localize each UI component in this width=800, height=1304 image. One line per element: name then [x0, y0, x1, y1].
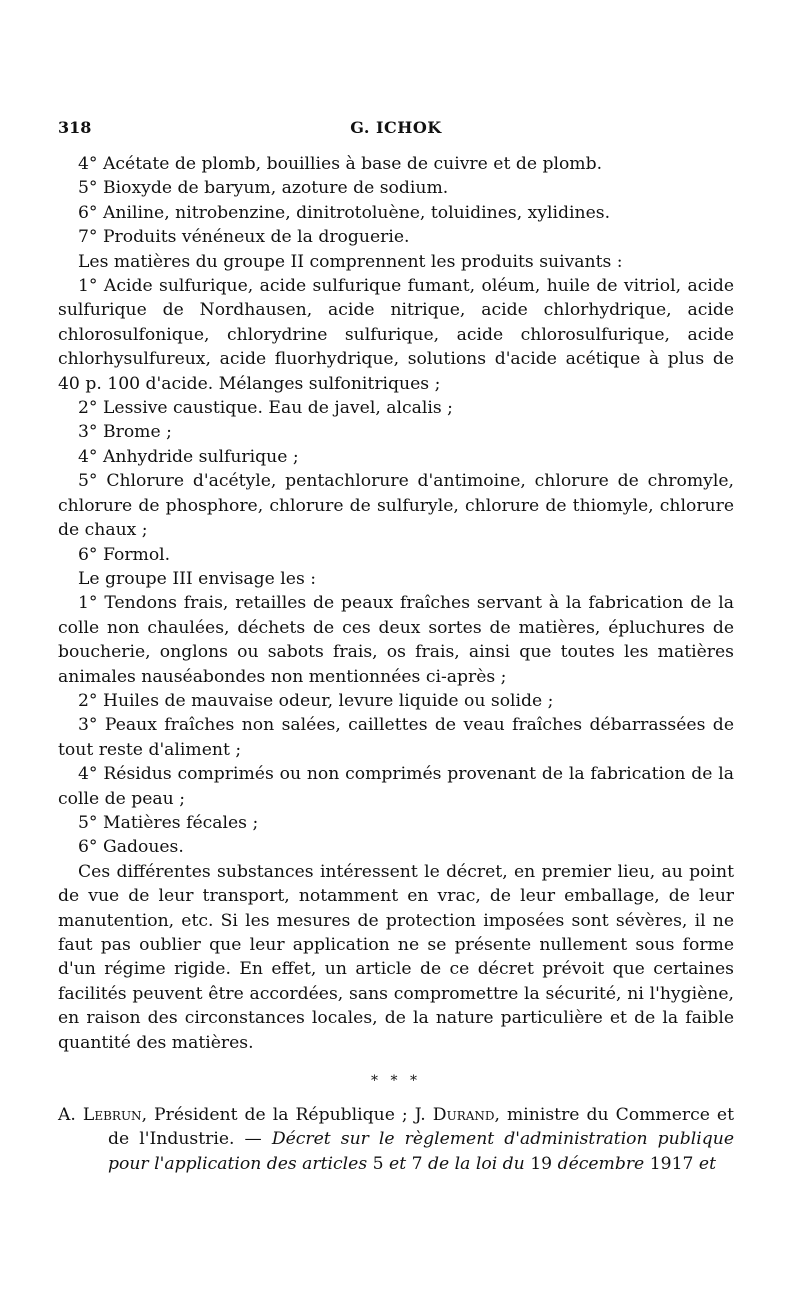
- running-title: G. ICHOK: [350, 118, 442, 137]
- author2-role: , ministre du Commerce et de l'Industrie. —: [108, 1105, 734, 1150]
- page-number: 318: [58, 118, 92, 137]
- group2-item-4: 4° Anhydride sulfurique ;: [78, 446, 299, 467]
- decree-title-part3: décembre: [557, 1153, 645, 1174]
- decree-title-et1: et: [389, 1153, 407, 1174]
- group2-intro: Les matières du groupe II comprennent les produits suivants :: [78, 251, 623, 272]
- closing-paragraph: Ces différentes substances intéressent le décret, en premier lieu, au point de vue de leur transport, notamment en vrac, de leur emballage, de leur manutention, etc. Si les mesures de protection imposées sont sévères, il ne faut pas oublier que leur application ne se présente nullement sous forme d'un régime rigide. En effet, un article de ce décret prévoit que certaines facilités peuvent être accordées, sans compromettre la sécurité, ni l'hygiène, en raison des circonstances locales, de la nature particulière et de la faible quantité des matières.: [58, 861, 734, 1053]
- author2-name: Durand: [432, 1105, 495, 1126]
- decree-title-part2: de la loi du: [428, 1153, 525, 1174]
- group1-item-4: 4° Acétate de plomb, bouillies à base de cuivre et de plomb.: [78, 154, 603, 174]
- group3-item-5: 5° Matières fécales ;: [78, 812, 259, 833]
- author1-role: , Président de la République ; J.: [141, 1105, 426, 1126]
- group3-item-6: 6° Gadoues.: [78, 837, 184, 858]
- group1-list: [58, 152, 734, 250]
- author1-name: Lebrun: [82, 1105, 142, 1126]
- group2-item-2: 2° Lessive caustique. Eau de javel, alcalis ;: [78, 398, 453, 419]
- decree-title-part1: Décret sur le règlement d'administration publique pour l'application des articles: [108, 1129, 734, 1174]
- group2-item-3: 3° Brome ;: [78, 422, 172, 443]
- group3-item-4: 4° Résidus comprimés ou non comprimés provenant de la fabrication de la colle de peau ;: [58, 764, 734, 809]
- group1-item-6: 6° Aniline, nitrobenzine, dinitrotoluène, toluidines, xylidines.: [78, 202, 611, 223]
- author1-initial: A.: [58, 1105, 76, 1126]
- group3-list: [58, 591, 734, 859]
- document-page: [58, 116, 734, 1176]
- group1-item-7: 7° Produits vénéneux de la droguerie.: [78, 227, 410, 248]
- group2-item-5: 5° Chlorure d'acétyle, pentachlorure d'antimoine, chlorure de chromyle, chlorure de phosphore, chlorure de sulfuryle, chlorure de thiomyle, chlorure de chaux ;: [58, 471, 734, 541]
- group2-item-1: 1° Acide sulfurique, acide sulfurique fumant, oléum, huile de vitriol, acide sulfurique de Nordhausen, acide nitrique, acide chlorhydrique, acide chlorosulfonique, chlorydrine sulfurique, acide chlorosulfurique, acide chlorhysulfureux, acide fluorhydrique, solutions d'acide acétique à plus de 40 p. 100 d'acide. Mélanges sulfonitriques ;: [58, 276, 734, 394]
- group3-intro: Le groupe III envisage les :: [78, 568, 317, 589]
- article-number-1: 5: [372, 1153, 384, 1174]
- article-number-2: 7: [411, 1153, 423, 1174]
- group3-item-1: 1° Tendons frais, retailles de peaux fraîches servant à la fabrication de la colle non chaulées, déchets de ces deux sortes de matières, épluchures de boucherie, onglons ou sabots frais, os frais, ainsi que toutes les matières animales nauséabondes non mentionnées ci-après ;: [58, 593, 734, 687]
- running-header: [58, 116, 734, 146]
- section-separator: * * *: [371, 1073, 421, 1090]
- group1-item-5: 5° Bioxyde de baryum, azoture de sodium.: [78, 178, 449, 199]
- group3-item-2: 2° Huiles de mauvaise odeur, levure liquide ou solide ;: [78, 690, 554, 711]
- law-date-day: 19: [530, 1153, 553, 1174]
- decree-title-et2: et: [698, 1153, 717, 1174]
- law-year: 1917: [649, 1153, 694, 1174]
- decree-reference: [58, 1103, 734, 1176]
- group2-list: [58, 274, 734, 567]
- group2-item-6: 6° Formol.: [78, 544, 171, 565]
- group3-item-3: 3° Peaux fraîches non salées, caillettes de veau fraîches débarrassées de tout reste d'aliment ;: [58, 715, 734, 760]
